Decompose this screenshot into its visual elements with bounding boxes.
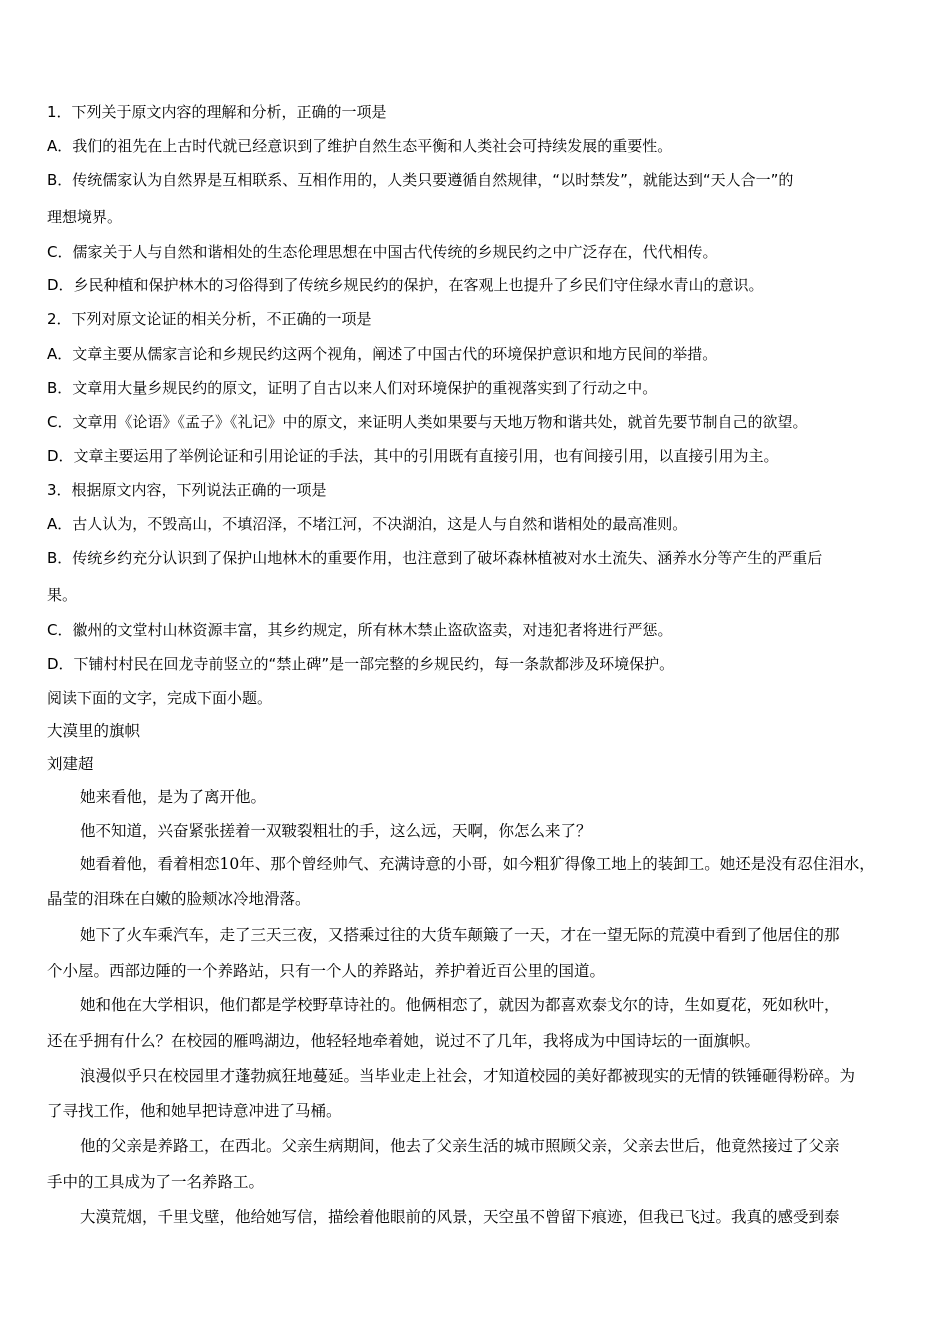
story-paragraph-6: 浪漫似乎只在校园里才蓬勃疯狂地蔓延。当毕业走上社会，才知道校园的美好都被现实的无情的铁锤砸得粉碎。为 xyxy=(80,1067,856,1085)
story-paragraph-5: 她和他在大学相识，他们都是学校野草诗社的。他俩相恋了，就因为都喜欢泰戈尔的诗，生如夏花，死如秋叶， xyxy=(80,996,840,1014)
question-1-option-b-cont: 理想境界。 xyxy=(47,208,123,226)
story-paragraph-3: 她看着他，看着相恋10年、那个曾经帅气、充满诗意的小哥，如今粗犷得像工地上的装卸工。她还是没有忍住泪水， xyxy=(80,855,875,873)
question-3-option-b: B．传统乡约充分认识到了保护山地林木的重要作用，也注意到了破坏森林植被对水土流失、涵养水分等产生的严重后 xyxy=(47,549,823,567)
question-1-option-c: C．儒家关于人与自然和谐相处的生态伦理思想在中国古代传统的乡规民约之中广泛存在，代代相传。 xyxy=(47,243,718,261)
question-1-stem: 1．下列关于原文内容的理解和分析，正确的一项是 xyxy=(47,103,387,121)
question-3-option-c: C．徽州的文堂村山林资源丰富，其乡约规定，所有林木禁止盗砍盗卖，对违犯者将进行严惩。 xyxy=(47,621,673,639)
story-paragraph-4-cont: 个小屋。西部边陲的一个养路站，只有一个人的养路站，养护着近百公里的国道。 xyxy=(47,962,606,980)
story-paragraph-8: 大漠荒烟，千里戈壁，他给她写信，描绘着他眼前的风景，天空虽不曾留下痕迹，但我已飞过。我真的感受到泰 xyxy=(80,1208,840,1226)
story-paragraph-7: 他的父亲是养路工，在西北。父亲生病期间，他去了父亲生活的城市照顾父亲，父亲去世后，他竟然接过了父亲 xyxy=(80,1137,840,1155)
story-paragraph-7-cont: 手中的工具成为了一名养路工。 xyxy=(47,1173,265,1191)
question-1-option-b: B．传统儒家认为自然界是互相联系、互相作用的，人类只要遵循自然规律，“以时禁发”，就能达到“天人合一”的 xyxy=(47,171,794,189)
story-paragraph-5-cont: 还在乎拥有什么？在校园的雁鸣湖边，他轻轻地牵着她，说过不了几年，我将成为中国诗坛的一面旗帜。 xyxy=(47,1032,761,1050)
story-author: 刘建超 xyxy=(47,755,94,773)
question-3-stem: 3．根据原文内容，下列说法正确的一项是 xyxy=(47,481,327,499)
question-1-option-a: A．我们的祖先在上古时代就已经意识到了维护自然生态平衡和人类社会可持续发展的重要性。 xyxy=(47,137,673,155)
story-paragraph-6-cont: 了寻找工作，他和她早把诗意冲进了马桶。 xyxy=(47,1102,342,1120)
question-2-option-c: C．文章用《论语》《孟子》《礼记》中的原文，来证明人类如果要与天地万物和谐共处，就首先要节制自己的欲望。 xyxy=(47,413,808,431)
question-2-option-b: B．文章用大量乡规民约的原文，证明了自古以来人们对环境保护的重视落实到了行动之中。 xyxy=(47,379,658,397)
question-2-option-d: D．文章主要运用了举例论证和引用论证的手法，其中的引用既有直接引用，也有间接引用，以直接引用为主。 xyxy=(47,447,779,465)
question-2-stem: 2．下列对原文论证的相关分析，不正确的一项是 xyxy=(47,310,372,328)
question-1-option-d: D．乡民种植和保护林木的习俗得到了传统乡规民约的保护，在客观上也提升了乡民们守住绿水青山的意识。 xyxy=(47,276,764,294)
question-2-option-a: A．文章主要从儒家言论和乡规民约这两个视角，阐述了中国古代的环境保护意识和地方民间的举措。 xyxy=(47,345,718,363)
reading-instruction: 阅读下面的文字，完成下面小题。 xyxy=(47,689,273,707)
story-paragraph-1: 她来看他，是为了离开他。 xyxy=(80,788,267,806)
question-3-option-b-cont: 果。 xyxy=(47,586,78,604)
question-3-option-d: D．下铺村村民在回龙寺前竖立的“禁止碑”是一部完整的乡规民约，每一条款都涉及环境保护。 xyxy=(47,655,675,673)
story-paragraph-2: 他不知道，兴奋紧张搓着一双皲裂粗壮的手，这么远，天啊，你怎么来了？ xyxy=(80,822,592,840)
story-paragraph-4: 她下了火车乘汽车，走了三天三夜，又搭乘过往的大货车颠簸了一天，才在一望无际的荒漠中看到了他居住的那 xyxy=(80,926,840,944)
story-paragraph-3-cont: 晶莹的泪珠在白嫩的脸颊冰冷地滑落。 xyxy=(47,890,311,908)
story-title: 大漠里的旗帜 xyxy=(47,722,141,740)
question-3-option-a: A．古人认为，不毁高山，不填沼泽，不堵江河，不决湖泊，这是人与自然和谐相处的最高准则。 xyxy=(47,515,688,533)
